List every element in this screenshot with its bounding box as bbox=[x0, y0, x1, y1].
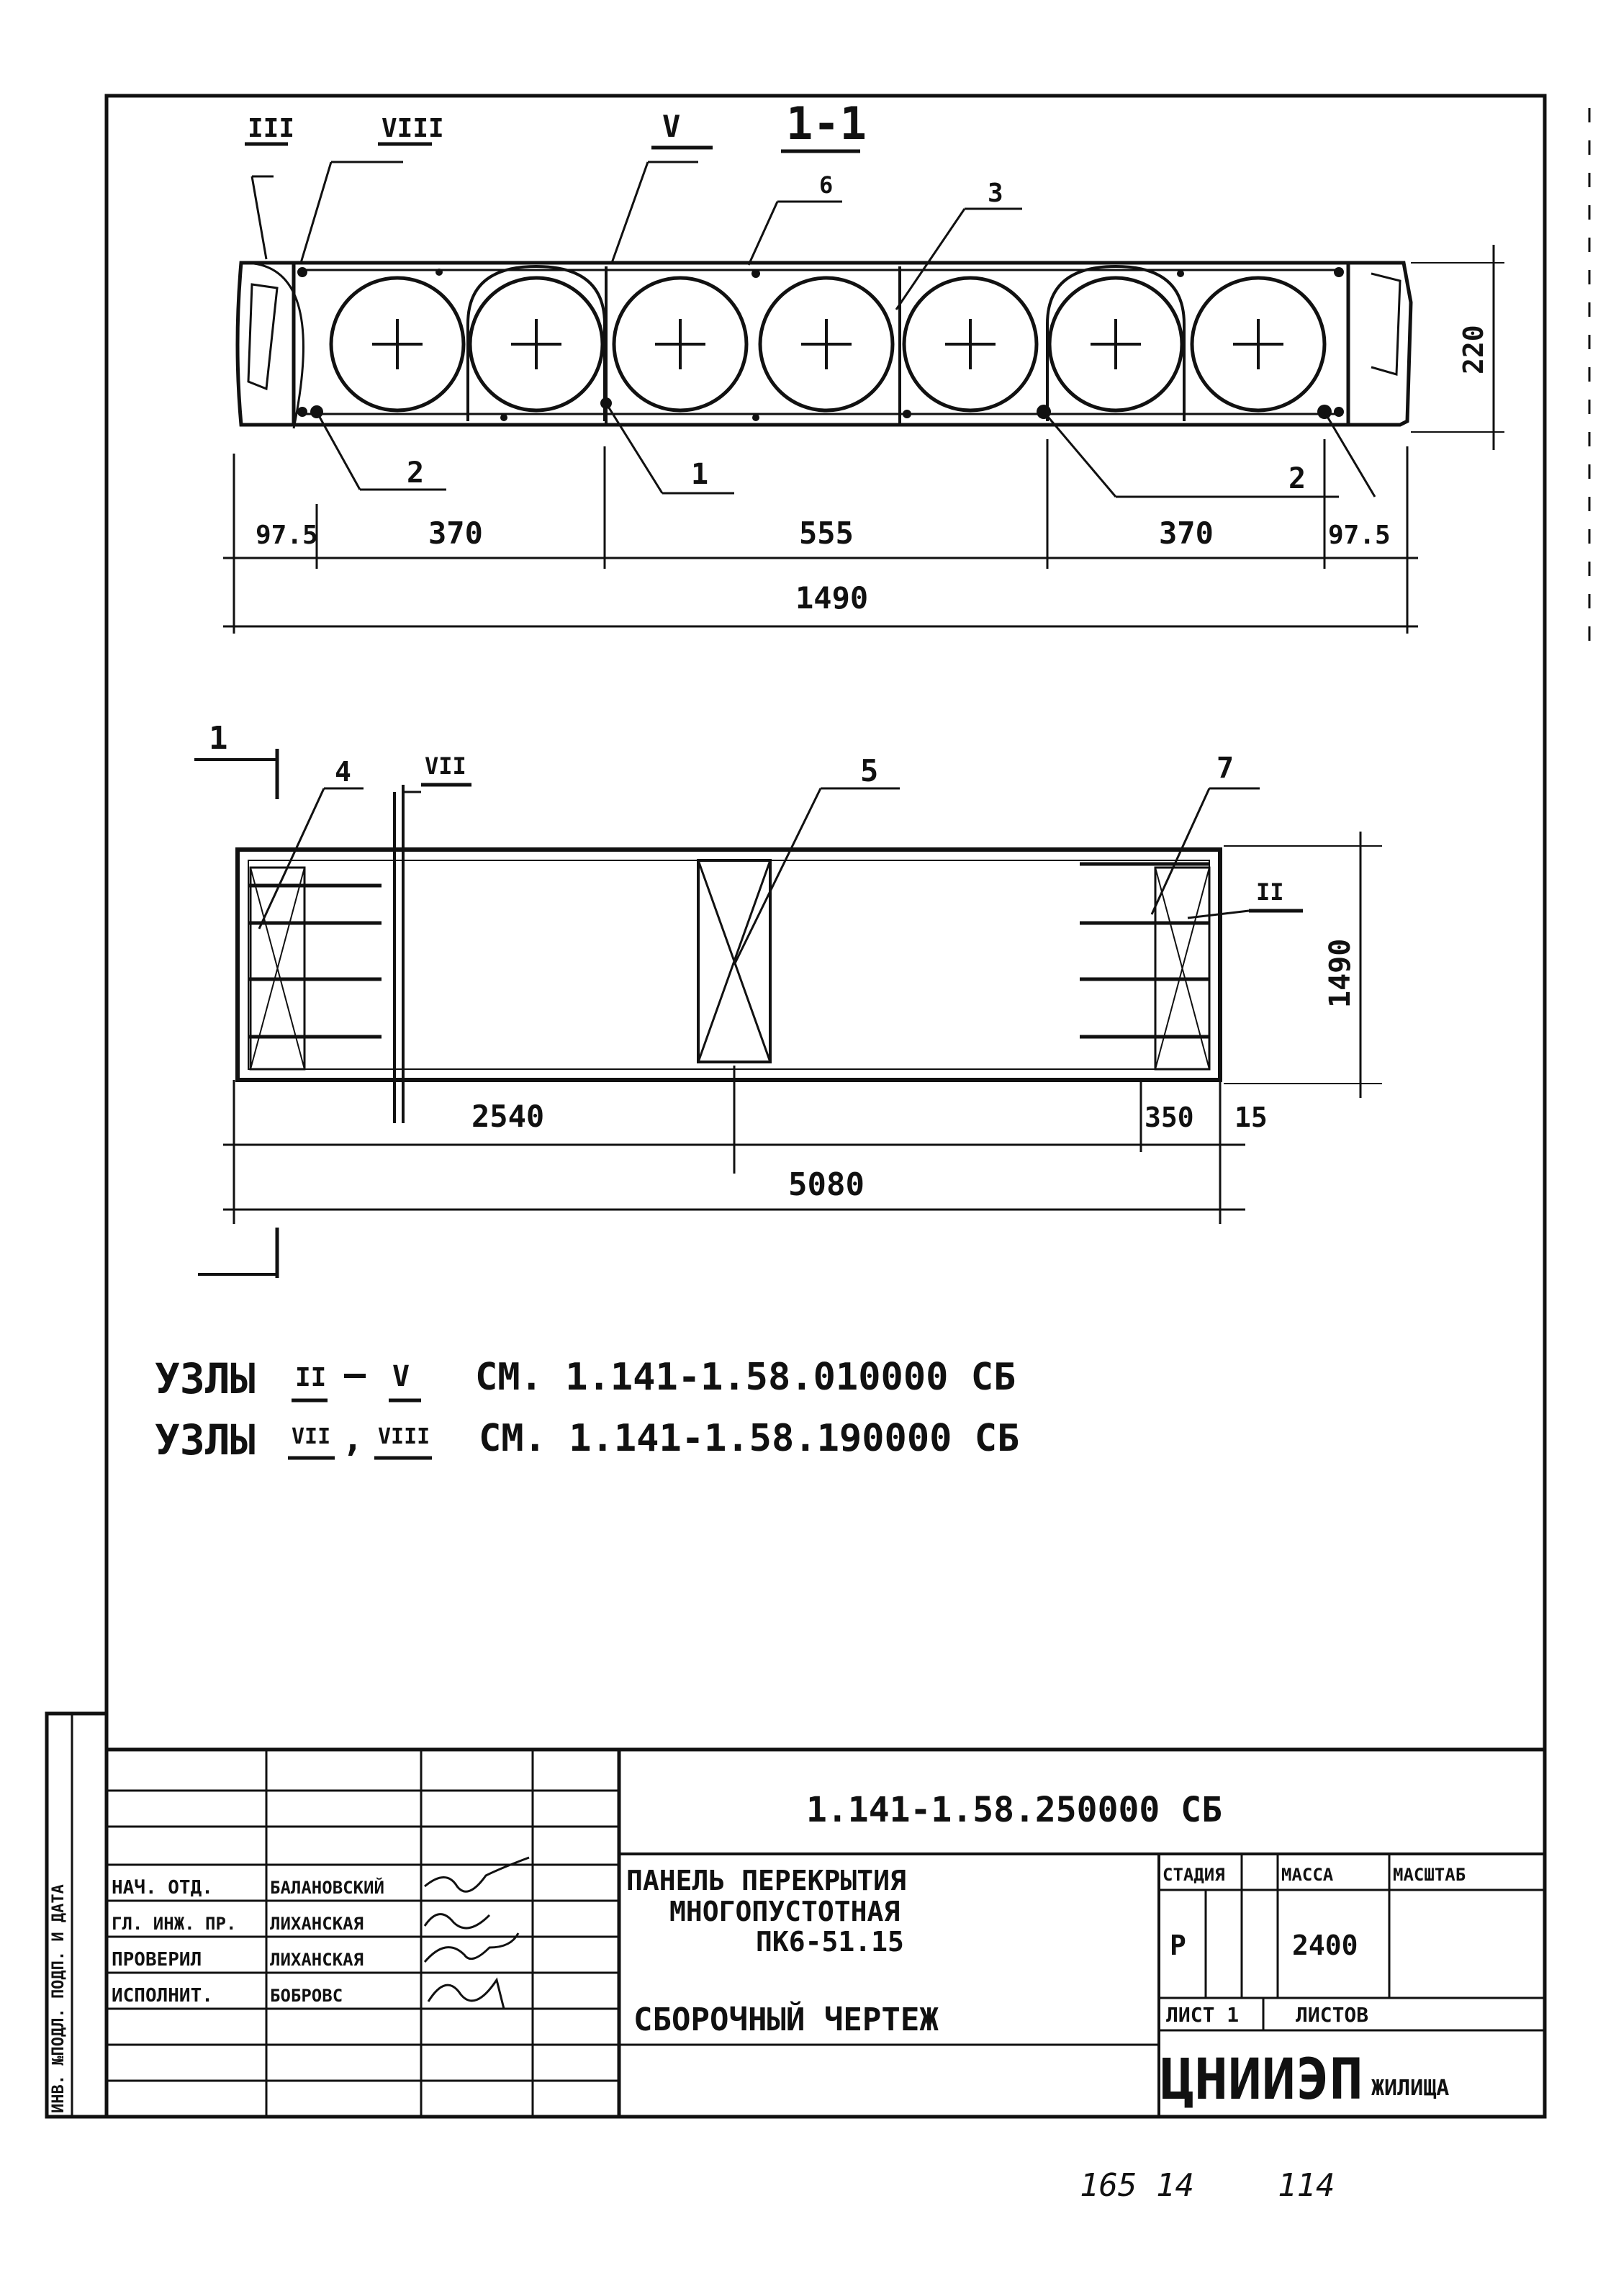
title-line-2: МНОГОПУСТОТНАЯ bbox=[669, 1896, 900, 1927]
height-dim: 220 bbox=[1458, 325, 1489, 374]
position-5: 5 bbox=[860, 753, 879, 788]
position-4: 4 bbox=[335, 756, 351, 788]
mass-value: 2400 bbox=[1292, 1930, 1358, 1961]
position-6: 6 bbox=[819, 171, 834, 199]
stage-header: СТАДИЯ bbox=[1163, 1865, 1225, 1885]
doc-code: 1.141-1.58.250000 СБ bbox=[806, 1790, 1222, 1830]
staff-name-2: ЛИХАНСКАЯ bbox=[270, 1914, 364, 1934]
voids bbox=[331, 266, 1324, 425]
title-line-1: ПАНЕЛЬ ПЕРЕКРЫТИЯ bbox=[626, 1865, 906, 1896]
plan-view bbox=[194, 720, 1382, 1278]
note-1-text: СМ. 1.141-1.58.010000 СБ bbox=[475, 1356, 1016, 1399]
dim-15: 15 bbox=[1234, 1102, 1268, 1133]
stage-value: Р bbox=[1170, 1930, 1186, 1961]
dim-5080: 5080 bbox=[788, 1166, 865, 1203]
staff-role-3: ПРОВЕРИЛ bbox=[112, 1949, 202, 1971]
note-1-prefix: УЗЛЫ bbox=[155, 1354, 256, 1403]
node-ref-V: V bbox=[662, 109, 681, 144]
title-block bbox=[47, 1714, 1545, 2117]
node-ref-VIII: VIII bbox=[382, 114, 444, 143]
panel-outline bbox=[238, 850, 1220, 1080]
subtitle: СБОРОЧНЫЙ ЧЕРТЕЖ bbox=[633, 2002, 939, 2038]
side-label: ИНВ. №ПОДЛ. ПОДП. И ДАТА bbox=[50, 1884, 68, 2113]
dim-555: 555 bbox=[799, 516, 854, 551]
org-sub: ЖИЛИЩА bbox=[1371, 2076, 1450, 2101]
footer-number-1: 165 14 bbox=[1080, 2167, 1194, 2204]
staff-role-1: НАЧ. ОТД. bbox=[112, 1877, 213, 1899]
node-ref-III: III bbox=[248, 114, 295, 143]
position-2-left: 2 bbox=[407, 456, 425, 490]
mass-header: МАССА bbox=[1281, 1865, 1334, 1885]
sheets-label: ЛИСТОВ bbox=[1296, 2003, 1369, 2027]
signatures bbox=[425, 1858, 529, 2009]
note-2-prefix: УЗЛЫ bbox=[155, 1415, 256, 1464]
dim-370-left: 370 bbox=[428, 516, 483, 551]
node-ref-II: II bbox=[1256, 878, 1284, 906]
note-2-ref2: VIII bbox=[378, 1424, 430, 1449]
dim-350: 350 bbox=[1145, 1102, 1194, 1133]
sheet-label: ЛИСТ 1 bbox=[1166, 2003, 1240, 2027]
dim-1490-section: 1490 bbox=[795, 580, 869, 616]
cut-mark-top: 1 bbox=[209, 720, 228, 757]
note-2-ref1: VII bbox=[292, 1424, 331, 1449]
staff-name-1: БАЛАНОВСКИЙ bbox=[270, 1878, 384, 1898]
node-ref-VII: VII bbox=[425, 752, 466, 780]
section-1-1 bbox=[223, 97, 1504, 634]
position-3: 3 bbox=[988, 179, 1003, 208]
staff-name-4: БОБРОВС bbox=[270, 1986, 343, 2006]
dim-370-right: 370 bbox=[1159, 516, 1214, 551]
staff-role-2: ГЛ. ИНЖ. ПР. bbox=[112, 1914, 237, 1934]
plan-width-dim: 1490 bbox=[1324, 938, 1357, 1008]
position-2-right: 2 bbox=[1288, 462, 1306, 495]
note-2-text: СМ. 1.141-1.58.190000 СБ bbox=[479, 1417, 1020, 1460]
footer-number-2: 114 bbox=[1278, 2167, 1335, 2204]
note-1-ref2: V bbox=[392, 1360, 410, 1393]
staff-role-4: ИСПОЛНИТ. bbox=[112, 1985, 213, 2007]
title-line-3: ПК6-51.15 bbox=[756, 1926, 904, 1958]
note-2-sep: , bbox=[342, 1418, 364, 1459]
scale-header: МАСШТАБ bbox=[1393, 1865, 1466, 1885]
dim-97-5-right: 97.5 bbox=[1328, 521, 1391, 550]
position-7: 7 bbox=[1216, 752, 1234, 785]
note-1-sep: – bbox=[344, 1353, 366, 1395]
note-1-ref1: II bbox=[295, 1363, 327, 1392]
staff-name-3: ЛИХАНСКАЯ bbox=[270, 1950, 364, 1970]
dim-97-5-left: 97.5 bbox=[256, 521, 318, 550]
position-1: 1 bbox=[691, 458, 709, 491]
org-logo: ЦНИИЭП bbox=[1160, 2048, 1363, 2112]
dim-2540: 2540 bbox=[471, 1099, 545, 1134]
section-label: 1-1 bbox=[786, 97, 867, 150]
notes bbox=[155, 1353, 1019, 1464]
